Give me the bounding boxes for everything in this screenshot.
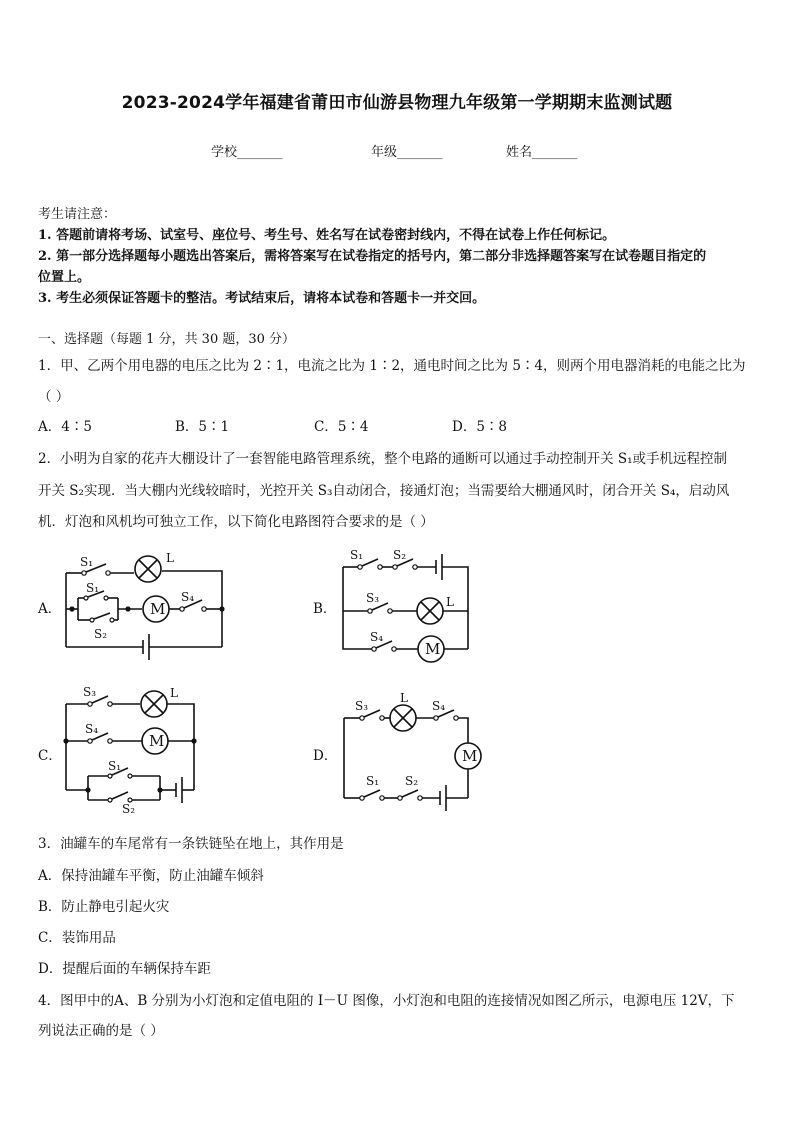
page-title: 2023-2024学年福建省莆田市仙游县物理九年级第一学期期末监测试题	[121, 93, 673, 113]
svg-text:L: L	[170, 686, 178, 700]
notice-item: 1. 答题前请将考场、试室号、座位号、考生号、姓名写在试卷密封线内，不得在试卷上作任何标记。	[38, 228, 616, 243]
svg-text:S₂: S₂	[94, 627, 108, 641]
notice-heading: 考生请注意：	[38, 207, 117, 222]
grade-field: 年级_______	[371, 145, 443, 160]
svg-text:M: M	[425, 640, 441, 658]
svg-text:S₁: S₁	[350, 548, 364, 562]
svg-text:S₁: S₁	[86, 581, 100, 595]
notice-item: 3. 考生必须保证答题卡的整洁。考试结束后，请将本试卷和答题卡一并交回。	[38, 291, 486, 306]
svg-text:S₁: S₁	[108, 759, 122, 773]
svg-text:S₁: S₁	[80, 555, 94, 569]
q2-option-d-label: D．	[313, 748, 338, 764]
q3-option-c: C．装饰用品	[38, 930, 116, 946]
q2-option-c-label: C．	[38, 748, 62, 764]
q1-stem-cont: （ ）	[38, 389, 70, 405]
svg-text:L: L	[166, 551, 174, 565]
svg-text:S₂: S₂	[122, 802, 136, 816]
q2-stem-cont: 开关 S₂实现．当大棚内光线较暗时，光控开关 S₃自动闭合，接通灯泡；当需要给大棚通风时，闭合开关 S₄，启动风	[38, 483, 730, 499]
q3-stem: 3．油罐车的车尾常有一条铁链坠在地上，其作用是	[38, 836, 344, 852]
q1-option-a: A．4∶5	[38, 419, 92, 435]
q1-stem: 1．甲、乙两个用电器的电压之比为 2∶1，电流之比为 1∶2，通电时间之比为 5∶4，则两个用电器消耗的电能之比为	[38, 358, 746, 374]
svg-text:S₄: S₄	[370, 630, 384, 644]
svg-text:S₄: S₄	[181, 590, 195, 604]
notice-item: 2. 第一部分选择题每小题选出答案后，需将答案写在试卷指定的括号内，第二部分非选择题答案写在试卷题目指定的	[38, 249, 707, 264]
svg-text:S₃: S₃	[83, 685, 97, 699]
q2-stem: 2．小明为自家的花卉大棚设计了一套智能电路管理系统，整个电路的通断可以通过手动控制开关 S₁或手机远程控制	[38, 451, 728, 467]
svg-text:S₃: S₃	[366, 591, 380, 605]
svg-text:S₂: S₂	[405, 774, 419, 788]
notice-item: 位置上。	[38, 270, 91, 285]
svg-text:S₄: S₄	[85, 722, 99, 736]
svg-text:L: L	[446, 595, 454, 609]
q2-option-b-label: B．	[313, 601, 337, 617]
q3-option-d: D．提醒后面的车辆保持车距	[38, 961, 211, 977]
svg-text:M: M	[149, 732, 165, 750]
svg-text:M: M	[462, 747, 478, 765]
q1-option-b: B．5∶1	[175, 419, 230, 435]
svg-text:S₃: S₃	[355, 699, 369, 713]
svg-text:S₂: S₂	[393, 548, 407, 562]
svg-text:L: L	[400, 691, 408, 705]
q2-stem-cont: 机．灯泡和风机均可独立工作，以下简化电路图符合要求的是（ ）	[38, 514, 434, 530]
q2-option-a-label: A．	[38, 601, 62, 617]
svg-text:S₄: S₄	[432, 699, 446, 713]
section-heading: 一、选择题（每题 1 分，共 30 题，30 分）	[38, 332, 296, 347]
school-field: 学校_______	[211, 145, 283, 160]
q4-stem-cont: 列说法正确的是（ ）	[38, 1023, 164, 1039]
name-field: 姓名_______	[506, 145, 578, 160]
svg-text:S₁: S₁	[366, 774, 380, 788]
q3-option-a: A．保持油罐车平衡，防止油罐车倾斜	[38, 868, 264, 884]
q1-option-d: D．5∶8	[452, 419, 508, 435]
svg-text:M: M	[150, 600, 166, 618]
q4-stem: 4．图甲中的A、B 分别为小灯泡和定值电阻的 I－U 图像，小灯泡和电阻的连接情况如图乙所示，电源电压 12V，下	[38, 993, 735, 1009]
q1-option-c: C．5∶4	[314, 419, 369, 435]
q3-option-b: B．防止静电引起火灾	[38, 899, 170, 915]
